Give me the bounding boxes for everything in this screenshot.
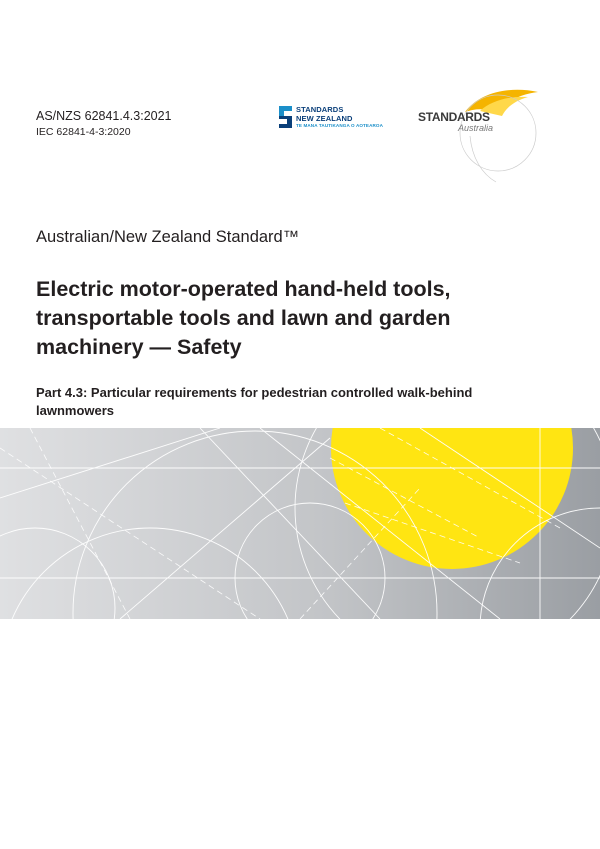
snz-logo-tagline: TE MANA TAUTIKANGA O AOTEAROA <box>296 123 384 128</box>
cover-graphic-band <box>0 428 600 619</box>
standard-series-label: Australian/New Zealand Standard™ <box>36 228 300 246</box>
snz-logo-line1: STANDARDS <box>296 105 344 114</box>
iec-number: IEC 62841-4-3:2020 <box>36 126 131 138</box>
sa-logo-sub: Australia <box>458 123 494 133</box>
standards-nz-mark-icon <box>279 106 292 128</box>
standards-australia-swoosh-icon <box>410 78 550 188</box>
standard-number: AS/NZS 62841.4.3:2021 <box>36 109 172 123</box>
document-title: Electric motor-operated hand-held tools, transportable tools and lawn and garden machinery — Safety <box>36 277 451 359</box>
document-subtitle: Part 4.3: Particular requirements for pedestrian controlled walk-behind lawnmowers <box>36 385 473 418</box>
standards-australia-logo <box>410 78 550 188</box>
standard-codes <box>36 108 172 139</box>
snz-logo-line2: NEW ZEALAND <box>296 113 353 123</box>
sa-logo-word: STANDARDS <box>418 110 490 124</box>
standards-new-zealand-logo <box>279 106 389 130</box>
